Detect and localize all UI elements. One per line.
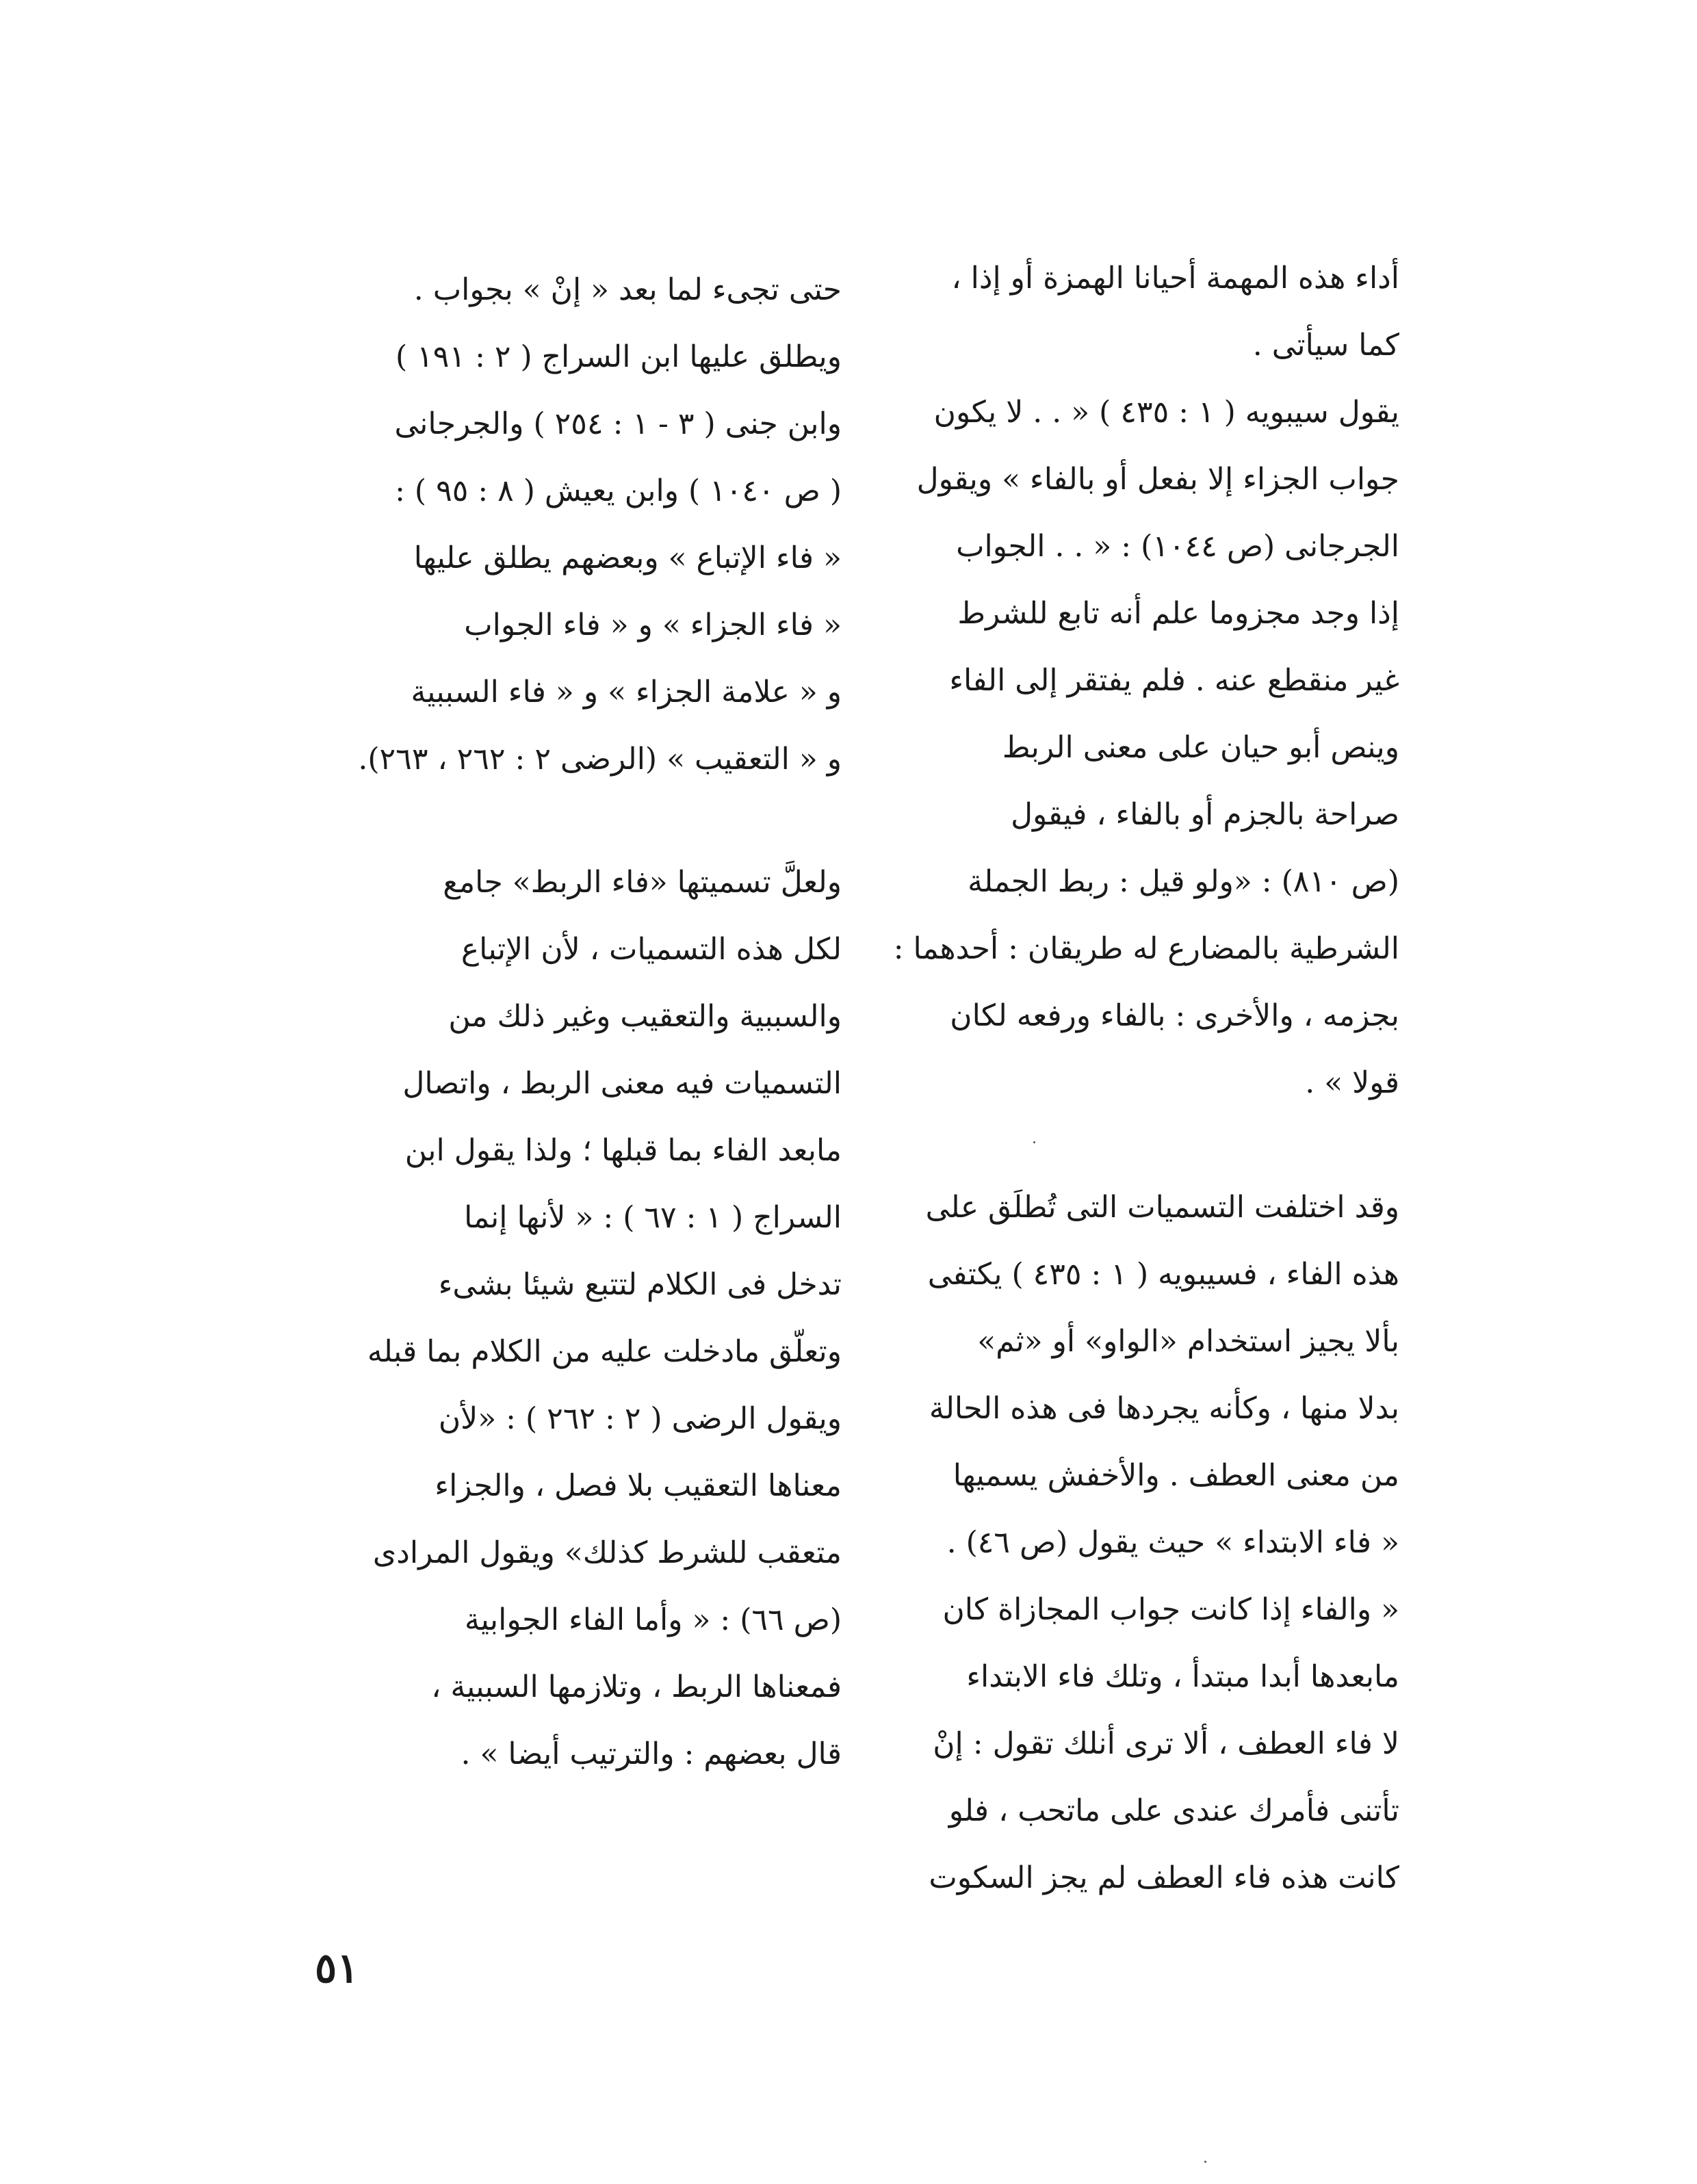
text-line: غير منقطع عنه . فلم يفتقر إلى الفاء: [949, 663, 1399, 698]
text-line: ( ص ١٠٤٠ ) وابن يعيش ( ٨ : ٩٥ ) :: [395, 473, 842, 508]
right-paragraph-1: [838, 245, 1399, 379]
text-line: وتعلّق مادخلت عليه من الكلام بما قبله: [367, 1334, 842, 1369]
text-line: فمعناها الربط ، وتلازمها السببية ،: [431, 1669, 842, 1704]
text-line: الجرجانى (ص ١٠٤٤) : « . . الجواب: [956, 529, 1399, 564]
text-line: قال بعضهم : والترتيب أيضا » .: [461, 1737, 842, 1771]
text-line: حتى تجىء لما بعد « إنْ » بجواب .: [413, 272, 842, 307]
text-line: بدلا منها ، وكأنه يجردها فى هذه الحالة: [929, 1391, 1399, 1426]
text-line: التسميات فيه معنى الربط ، واتصال: [402, 1066, 842, 1101]
text-line: ويطلق عليها ابن السراج ( ٢ : ١٩١ ): [396, 339, 842, 374]
text-line: من معنى العطف . والأخفش يسميها: [953, 1458, 1399, 1493]
text-line: وابن جنى ( ٣ - ١ : ٢٥٤ ) والجرجانى: [394, 406, 842, 441]
text-line: يقول سيبويه ( ١ : ٤٣٥ ) « . . لا يكون: [933, 395, 1399, 430]
text-line: ولعلَّ تسميتها «فاء الربط» جامع: [443, 865, 842, 900]
text-line: معناها التعقيب بلا فصل ، والجزاء: [435, 1468, 842, 1503]
text-line: لكل هذه التسميات ، لأن الإتباع: [461, 932, 842, 967]
text-line: « والفاء إذا كانت جواب المجازاة كان: [942, 1592, 1399, 1627]
text-line: السراج ( ١ : ٦٧ ) : « لأنها إنما: [464, 1200, 842, 1235]
scan-speck: [1204, 2161, 1206, 2163]
text-line: إذا وجد مجزوما علم أنه تابع للشرط: [957, 596, 1399, 631]
left-paragraph-2: [294, 849, 842, 1788]
text-line: و « علامة الجزاء » و « فاء السببية: [411, 675, 842, 710]
text-line: و « التعقيب » (الرضى ٢ : ٢٦٢ ، ٢٦٣).: [358, 742, 842, 777]
paragraph-gap: [294, 793, 842, 849]
left-paragraph-1: [294, 257, 842, 793]
text-line: (ص ٨١٠) : «ولو قيل : ربط الجملة: [968, 864, 1399, 899]
text-line: مابعدها أبدا مبتدأ ، وتلك فاء الابتداء: [966, 1659, 1399, 1694]
text-line: تدخل فى الكلام لتتبع شيئا بشىء: [438, 1267, 842, 1302]
right-paragraph-2: [838, 379, 1399, 1117]
text-line: قولا » .: [1305, 1065, 1399, 1100]
text-line: صراحة بالجزم أو بالفاء ، فيقول: [1011, 797, 1399, 832]
text-line: ويقول الرضى ( ٢ : ٢٦٢ ) : «لأن: [438, 1401, 842, 1436]
text-line: (ص ٦٦) : « وأما الفاء الجوابية: [465, 1602, 842, 1637]
text-line: وينص أبو حيان على معنى الربط: [1002, 730, 1399, 765]
text-line: والسببية والتعقيب وغير ذلك من: [448, 999, 842, 1034]
page-number: ٥١: [315, 1945, 359, 1992]
text-line: بجزمه ، والأخرى : بالفاء ورفعه لكان: [950, 998, 1399, 1033]
right-column: [838, 245, 1399, 1912]
text-line: كما سيأتى .: [1252, 328, 1399, 363]
left-column: [294, 257, 842, 1788]
text-line: لا فاء العطف ، ألا ترى أنلك تقول : إنْ: [933, 1726, 1399, 1761]
text-line: مابعد الفاء بما قبلها ؛ ولذا يقول ابن: [404, 1133, 842, 1168]
text-line: جواب الجزاء إلا بفعل أو بالفاء » ويقول: [916, 462, 1399, 497]
text-line: « فاء الجزاء » و « فاء الجواب: [464, 608, 842, 642]
text-line: « فاء الإتباع » وبعضهم يطلق عليها: [413, 541, 842, 575]
scan-speck: [1033, 1141, 1035, 1143]
text-line: تأتنى فأمرك عندى على ماتحب ، فلو: [948, 1793, 1399, 1828]
text-line: هذه الفاء ، فسيبويه ( ١ : ٤٣٥ ) يكتفى: [927, 1257, 1399, 1292]
text-line: كانت هذه فاء العطف لم يجز السكوت: [929, 1860, 1399, 1895]
text-line: الشرطية بالمضارع له طريقان : أحدهما :: [893, 931, 1399, 966]
text-line: أداء هذه المهمة أحيانا الهمزة أو إذا ،: [951, 261, 1399, 296]
right-paragraph-3: [838, 1174, 1399, 1912]
text-line: « فاء الابتداء » حيث يقول (ص ٤٦) .: [946, 1525, 1399, 1560]
text-line: بألا يجيز استخدام «الواو» أو «ثم»: [977, 1324, 1399, 1359]
paragraph-gap: [838, 1117, 1399, 1174]
text-line: وقد اختلفت التسميات التى تُطلَق على: [925, 1190, 1399, 1225]
text-line: متعقب للشرط كذلك» ويقول المرادى: [372, 1535, 842, 1570]
